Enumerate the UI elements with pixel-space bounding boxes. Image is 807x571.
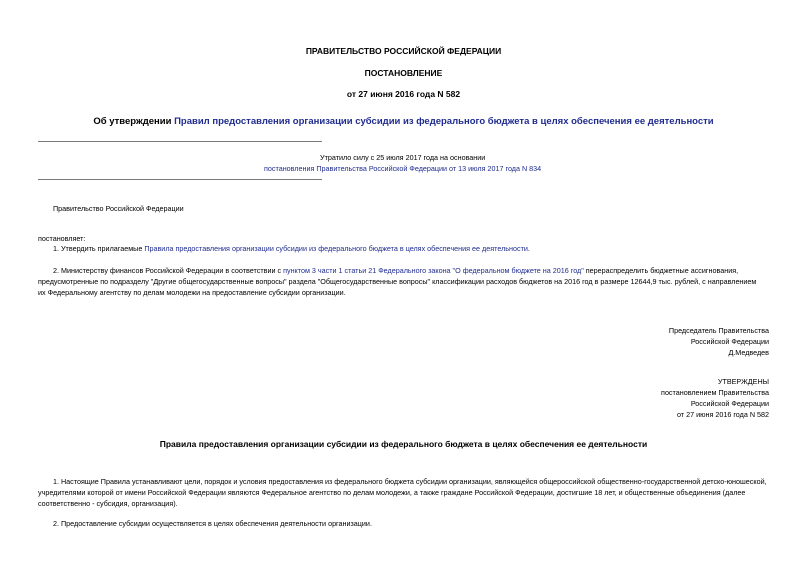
date-number-heading: от 27 июня 2016 года N 582 [346, 89, 461, 99]
document-type-heading: ПОСТАНОВЛЕНИЕ [364, 68, 443, 78]
approved-line-4: от 27 июня 2016 года N 582 [676, 410, 769, 419]
title-link[interactable]: Правил предоставления организации субсидии из федерального бюджета в целях обеспечения ее деятельности [174, 116, 714, 127]
item-2-line-1-rest: перераспределить бюджетные ассигнования, [583, 266, 739, 275]
decrees-text: постановляет: [38, 234, 86, 243]
item-2-line-2: предусмотренные по подразделу "Другие общегосударственные вопросы" раздела "Общегосударственные вопросы" классификации расходов бюджетов на 2016 год в размере 12644,9 тыс. рублей, с направлением [38, 277, 757, 286]
signature-name: Д.Медведев [728, 348, 769, 357]
approved-line-1: УТВЕРЖДЕНЫ [717, 377, 769, 386]
rules-p2: 2. Предоставление субсидии осуществляется в целях обеспечения деятельности организации. [53, 519, 372, 528]
item-1-rules-link[interactable]: Правила предоставления организации субсидии из федерального бюджета в целях обеспечения ее деятельности [144, 244, 528, 253]
approved-line-3: Российской Федерации [690, 399, 769, 408]
item-1 [53, 243, 530, 254]
item-1-suffix: . [527, 244, 530, 253]
signature-line-1: Председатель Правительства [668, 326, 769, 335]
item-2-line-1 [53, 265, 738, 276]
item-2-line-3: их Федеральному агентству по делам молодежи на предоставление субсидии организации. [38, 288, 346, 297]
title-prefix: Об утверждении [93, 116, 175, 127]
government-heading: ПРАВИТЕЛЬСТВО РОССИЙСКОЙ ФЕДЕРАЦИИ [305, 46, 502, 56]
item-2-prefix: 2. Министерству финансов Российской Федерации в соответствии с [53, 266, 284, 275]
rules-p1-line-2: учредителями которой от имени Российской Федерации являются Федеральное агентство по делам молодежи, а также граждане Российской Федерации, достигшие 18 лет, и общественные объединения (далее [38, 488, 746, 497]
divider-bottom [38, 179, 322, 180]
item-1-prefix: 1. Утвердить прилагаемые [53, 244, 145, 253]
signature-line-2: Российской Федерации [690, 337, 769, 346]
divider-top [38, 141, 322, 142]
status-line-1: Утратило силу с 25 июля 2017 года на основании [320, 153, 486, 162]
item-2-law-link[interactable]: пунктом 3 части 1 статьи 21 Федерального закона "О федеральном бюджете на 2016 год" [283, 266, 584, 275]
status-repeal-link[interactable]: постановления Правительства Российской Федерации от 13 июля 2017 года N 834 [264, 164, 542, 173]
rules-p1-line-1: 1. Настоящие Правила устанавливают цели, порядок и условия предоставления из федерального бюджета субсидии организации, являющейся общероссийской общественно-государственной детско-юношеской, [53, 477, 767, 486]
rules-p1-line-3: соответственно - субсидия, организация). [38, 499, 178, 508]
intro-text: Правительство Российской Федерации [53, 204, 184, 213]
rules-title: Правила предоставления организации субсидии из федерального бюджета в целях обеспечения ее деятельности [159, 439, 648, 449]
approved-line-2: постановлением Правительства [661, 388, 769, 397]
document-title [0, 116, 807, 127]
